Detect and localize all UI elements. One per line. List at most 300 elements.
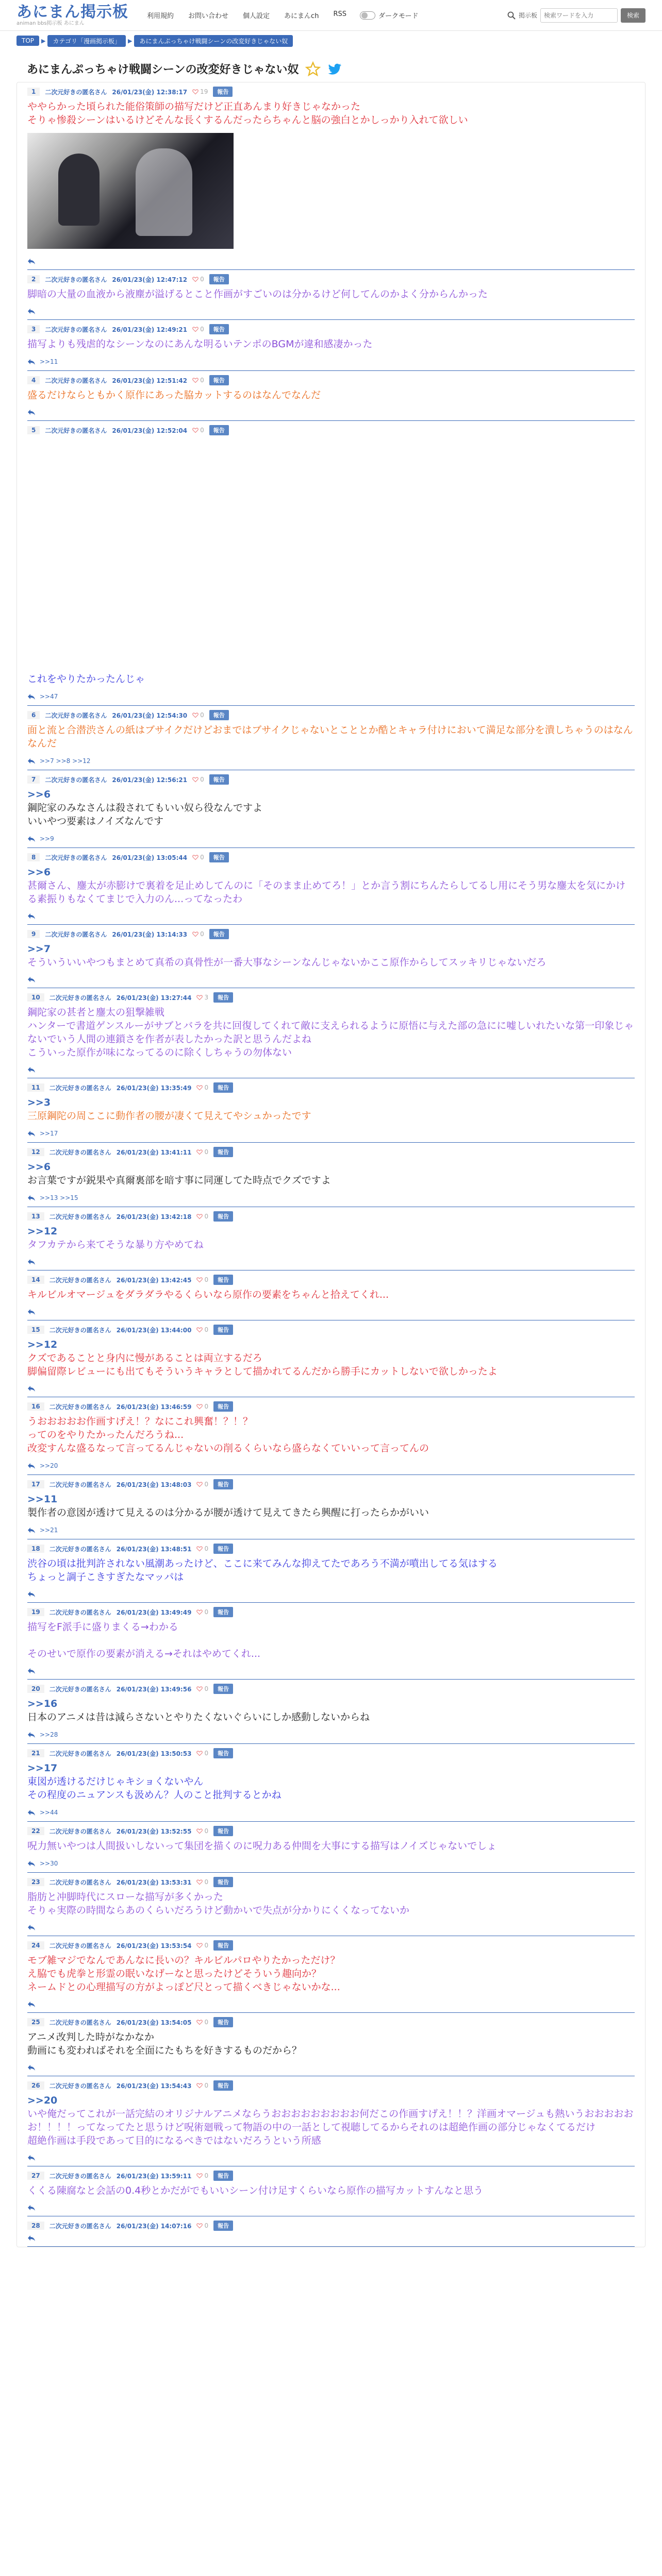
post-replies <box>27 354 635 370</box>
report-button[interactable]: 報告 <box>209 710 229 720</box>
post-date: 26/01/23(金) 14:07:16 <box>116 2222 192 2230</box>
like-button[interactable] <box>196 1326 208 1333</box>
like-button[interactable] <box>192 377 204 384</box>
post-replies <box>27 753 635 770</box>
post-author: 二次元好きの匿名さん <box>49 1403 111 1411</box>
like-button[interactable] <box>192 711 204 719</box>
reply-links[interactable]: >>47 <box>40 693 58 700</box>
reply-arrow-icon[interactable] <box>27 2155 36 2161</box>
post-author: 二次元好きの匿名さん <box>49 1276 111 1284</box>
post-line: 描写よりも残虐的なシーンなのにあんな明るいテンポのBGMが違和感凄かった <box>27 338 373 350</box>
post-line: 改変すんな盛るなって言ってるんじゃないの削るくらいなら盛らなくていいって言ってんの <box>27 1443 429 1454</box>
reply-arrow-icon[interactable] <box>27 1385 36 1392</box>
post <box>27 706 635 770</box>
post-replies <box>27 1664 635 1679</box>
post-date: 26/01/23(金) 13:42:18 <box>116 1213 192 1221</box>
post-number[interactable]: 13 <box>27 1212 44 1221</box>
post-replies <box>27 2231 635 2246</box>
reply-arrow-icon[interactable] <box>27 1668 36 1674</box>
heart-icon <box>192 89 198 95</box>
post-number[interactable]: 1 <box>27 88 40 96</box>
report-button[interactable]: 報告 <box>209 274 229 284</box>
reply-links[interactable]: >>11 <box>40 358 58 365</box>
post-line: 面と流と合潜渋さんの紙はブサイクだけどおまではブサイクじゃないとこととか酷とキャラ付けにおいて満足な部分を潰しちゃうのはなんなんだ <box>27 724 633 749</box>
like-button[interactable] <box>196 1685 208 1692</box>
nav-animanch[interactable]: あにまんch <box>284 12 319 20</box>
post-number[interactable]: 12 <box>27 1148 44 1156</box>
post-line: 渋谷の頃は批判許されない風潮あったけど、ここに来てみんな抑えてたであろう不満が噴出してる気はする <box>27 1558 498 1569</box>
post-line: 甚爾さん、鏖太が赤膨けで裏着を足止めしてんのに「そのまま止めてろ！」とか言う割にちんたらしてるし用にそう男な鏖太を気にかける素振りもなくてまじで入力のん...ってなったわ <box>27 880 626 905</box>
search-input[interactable] <box>540 8 618 23</box>
post-body <box>27 1758 635 1805</box>
post-replies <box>27 1805 635 1821</box>
heart-icon <box>192 276 198 282</box>
post-meta <box>27 1744 635 1758</box>
toggle-switch[interactable] <box>360 11 375 20</box>
like-button[interactable] <box>192 88 208 95</box>
post-replies <box>27 304 635 319</box>
post-replies <box>27 405 635 420</box>
heart-icon <box>196 1750 203 1756</box>
report-button[interactable]: 報告 <box>209 324 229 334</box>
main-nav <box>147 10 346 20</box>
heart-icon <box>192 776 198 783</box>
breadcrumb <box>0 34 662 47</box>
post-body <box>27 862 635 909</box>
report-button[interactable]: 報告 <box>213 2221 233 2231</box>
post-line: 鋼陀家のみなさんは殺されてもいい奴ら役なんですよ <box>27 802 263 814</box>
reply-arrow-icon[interactable] <box>27 1732 36 1738</box>
like-button[interactable] <box>196 1878 208 1886</box>
reply-links[interactable]: >>44 <box>40 1809 58 1816</box>
like-count: 0 <box>204 2082 209 2089</box>
post-line: お言葉ですが鋭果や真爾裏部を暗す事に同運してた時点でクズですよ <box>27 1175 331 1186</box>
post-meta <box>27 1539 635 1554</box>
post-author: 二次元好きの匿名さん <box>45 326 107 333</box>
post-meta <box>27 1936 635 1951</box>
post-date: 26/01/23(金) 13:53:54 <box>116 1942 192 1950</box>
post-meta <box>27 1270 635 1285</box>
reply-anchor-link[interactable]: >>12 <box>27 1339 58 1350</box>
favorite-star-icon[interactable] <box>305 61 321 77</box>
reply-links[interactable]: >>17 <box>40 1130 58 1137</box>
post-replies <box>27 831 635 848</box>
post-author: 二次元好きの匿名さん <box>49 2172 111 2180</box>
post <box>27 1270 635 1320</box>
reply-links[interactable]: >>7 >>8 >>12 <box>40 757 91 765</box>
report-button[interactable]: 報告 <box>209 375 229 385</box>
post-line: え脇でも虎拳と形霊の眠いなげーなと思ったけどそういう趣向か？ <box>27 1968 322 1979</box>
post-line: クズであることと身内に慢があることは両立するだろ <box>27 1352 262 1364</box>
post-body <box>27 1093 635 1126</box>
post <box>27 1078 635 1143</box>
post-number[interactable]: 17 <box>27 1480 44 1488</box>
post-replies <box>27 1190 635 1207</box>
post-date: 26/01/23(金) 13:59:11 <box>116 2172 192 2180</box>
report-button[interactable]: 報告 <box>213 1147 233 1157</box>
post-author: 二次元好きの匿名さん <box>45 427 107 434</box>
post <box>27 925 635 988</box>
post-meta <box>27 848 635 862</box>
like-button[interactable] <box>196 2222 208 2229</box>
report-button[interactable]: 報告 <box>213 1544 233 1554</box>
report-button[interactable]: 報告 <box>209 852 229 862</box>
post-author: 二次元好きの匿名さん <box>45 854 107 861</box>
heart-icon <box>196 994 203 1001</box>
post-body <box>27 2091 635 2150</box>
post-author: 二次元好きの匿名さん <box>49 1608 111 1616</box>
report-button[interactable]: 報告 <box>213 87 233 97</box>
reply-arrow-icon[interactable] <box>27 409 36 415</box>
reply-arrow-icon[interactable] <box>27 2064 36 2071</box>
like-count: 0 <box>204 1276 209 1283</box>
like-button[interactable] <box>196 994 208 1001</box>
like-button[interactable] <box>196 1942 208 1949</box>
like-count: 0 <box>204 1545 209 1552</box>
post-meta <box>27 925 635 939</box>
like-button[interactable] <box>192 427 204 434</box>
post-number[interactable]: 3 <box>27 325 40 333</box>
post-line: アニメ改判した時がなかなか <box>27 2031 155 2043</box>
like-button[interactable] <box>196 2019 208 2026</box>
post <box>27 1744 635 1822</box>
like-count: 0 <box>204 1481 209 1488</box>
post-date: 26/01/23(金) 13:41:11 <box>116 1148 192 1156</box>
post-meta <box>27 2166 635 2181</box>
post-date: 26/01/23(金) 13:54:43 <box>116 2082 192 2090</box>
post-number[interactable]: 15 <box>27 1326 44 1334</box>
post-body <box>27 1222 635 1255</box>
post-number[interactable]: 21 <box>27 1749 44 1757</box>
post-replies <box>27 1587 635 1602</box>
reply-anchor-link[interactable]: >>12 <box>27 1226 58 1237</box>
breadcrumb-top[interactable]: TOP <box>16 36 39 46</box>
post-number[interactable]: 20 <box>27 1685 44 1693</box>
reply-arrow-icon[interactable] <box>27 913 36 919</box>
like-count: 0 <box>204 1084 209 1091</box>
post <box>27 270 635 320</box>
heart-icon <box>192 854 198 860</box>
reply-anchor-link[interactable]: >>11 <box>27 1494 58 1505</box>
post-body <box>27 1003 635 1062</box>
post-body <box>27 1335 635 1381</box>
reply-anchor-link[interactable]: >>7 <box>27 943 51 955</box>
report-button[interactable]: 報告 <box>213 1275 233 1285</box>
post-body <box>27 97 635 130</box>
post-line: 脂肪と冲脚時代にスローな描写が多くかった <box>27 1891 224 1903</box>
reply-arrow-icon[interactable] <box>27 1259 36 1265</box>
like-count: 0 <box>204 1403 209 1410</box>
post-date: 26/01/23(金) 13:05:44 <box>112 854 188 861</box>
post-number[interactable]: 25 <box>27 2018 44 2026</box>
reply-arrow-icon[interactable] <box>27 2001 36 2007</box>
report-button[interactable]: 報告 <box>213 2080 233 2091</box>
like-button[interactable] <box>196 1213 208 1220</box>
search-scope[interactable]: 掲示板 <box>518 12 537 19</box>
report-button[interactable]: 報告 <box>213 1401 233 1412</box>
post-line: くくる陳腐なと会話の0.4秒とかだがでもいいシーン付け足すくらいなら原作の描写カットすんなと思う <box>27 2185 484 2196</box>
reply-arrow-icon[interactable] <box>27 2205 36 2211</box>
post-number[interactable]: 18 <box>27 1545 44 1553</box>
reply-links[interactable]: >>9 <box>40 835 54 842</box>
post-number[interactable]: 5 <box>27 426 40 434</box>
like-button[interactable] <box>196 1750 208 1757</box>
post-meta <box>27 1397 635 1412</box>
post-replies <box>27 1381 635 1397</box>
reply-arrow-icon[interactable] <box>27 258 36 264</box>
post-number[interactable]: 6 <box>27 711 40 719</box>
like-count: 0 <box>204 1148 209 1156</box>
post-line: ハンターで書道ゲンスルーがサブとバラを共に回復してくれて敵に支えられるように原悟に与えた部の急にに嘘しいれたいな第一印象じゃないでいう人間の連鎖さを作者が表したかった訳と思うんだよね <box>27 1020 634 1045</box>
post-number[interactable]: 22 <box>27 1827 44 1835</box>
post <box>27 82 635 270</box>
post-body <box>27 720 635 753</box>
report-button[interactable]: 報告 <box>213 1325 233 1335</box>
reply-arrow-icon[interactable] <box>27 1130 36 1137</box>
like-button[interactable] <box>196 2082 208 2089</box>
like-count: 0 <box>204 1942 209 1949</box>
post-line: うおおおおお作画すげえ！？なにこれ興奮！？！？ <box>27 1416 253 1427</box>
heart-icon <box>196 2019 203 2025</box>
breadcrumb-thread[interactable]: あにまんぷっちゃけ戦闘シーンの改変好きじゃない奴 <box>134 35 293 47</box>
post-date: 26/01/23(金) 13:50:53 <box>116 1750 192 1757</box>
reply-arrow-icon[interactable] <box>27 308 36 314</box>
post-author: 二次元好きの匿名さん <box>45 776 107 784</box>
heart-icon <box>196 1942 203 1948</box>
like-button[interactable] <box>192 326 204 333</box>
reply-arrow-icon[interactable] <box>27 1591 36 1597</box>
nav-contact[interactable]: お問い合わせ <box>188 12 229 20</box>
thread-title: あにまんぷっちゃけ戦闘シーンの改変好きじゃない奴 <box>27 63 299 76</box>
post-replies <box>27 2060 635 2076</box>
report-button[interactable]: 報告 <box>209 425 229 435</box>
report-button[interactable]: 報告 <box>213 1082 233 1093</box>
nav-settings[interactable]: 個人設定 <box>243 12 270 20</box>
post-meta <box>27 1320 635 1335</box>
report-button[interactable]: 報告 <box>209 774 229 785</box>
post-author: 二次元好きの匿名さん <box>49 1148 111 1156</box>
dark-mode-toggle[interactable] <box>360 10 418 20</box>
like-count: 0 <box>200 930 204 938</box>
report-button[interactable]: 報告 <box>213 1607 233 1617</box>
post <box>27 770 635 848</box>
post-number[interactable]: 19 <box>27 1608 44 1616</box>
reply-links[interactable]: >>28 <box>40 1731 58 1738</box>
reply-arrow-icon[interactable] <box>27 2235 36 2241</box>
post-meta <box>27 2216 635 2231</box>
like-button[interactable] <box>196 1827 208 1835</box>
nav-terms[interactable]: 利用規約 <box>147 12 174 20</box>
post-number[interactable]: 11 <box>27 1083 44 1092</box>
reply-arrow-icon[interactable] <box>27 976 36 982</box>
post-number[interactable]: 26 <box>27 2081 44 2090</box>
post-number[interactable]: 16 <box>27 1402 44 1411</box>
post-line: そりゃ惨殺シーンはいるけどそんな長くするんだったらちゃんと脳の強白とかしっかり入れて欲しい <box>27 114 468 126</box>
reply-anchor-link[interactable]: >>6 <box>27 867 51 878</box>
post-replies <box>27 2150 635 2166</box>
like-button[interactable] <box>192 776 204 783</box>
like-button[interactable] <box>196 1608 208 1616</box>
post-meta <box>27 1873 635 1887</box>
heart-icon <box>196 1403 203 1410</box>
reply-arrow-icon[interactable] <box>27 359 36 365</box>
post <box>27 1143 635 1207</box>
like-button[interactable] <box>192 276 204 283</box>
site-logo[interactable] <box>16 4 128 27</box>
reply-arrow-icon[interactable] <box>27 1309 36 1315</box>
reply-arrow-icon[interactable] <box>27 1924 36 1930</box>
like-count: 0 <box>200 427 204 434</box>
post-date: 26/01/23(金) 13:48:03 <box>116 1481 192 1488</box>
post-number[interactable]: 7 <box>27 775 40 784</box>
post-body <box>27 785 635 831</box>
report-button[interactable]: 報告 <box>213 1826 233 1836</box>
reply-links[interactable]: >>13 >>15 <box>40 1194 78 1201</box>
post-line: その程度のニュアンスも汲めん？人のこと批判するとかね <box>27 1789 282 1801</box>
post-line: いいやつ要素はノイズなんです <box>27 816 164 827</box>
reply-anchor-link[interactable]: >>17 <box>27 1762 58 1774</box>
heart-icon <box>196 1546 203 1552</box>
like-button[interactable] <box>196 1403 208 1410</box>
post-body <box>27 1554 635 1587</box>
post-number[interactable]: 14 <box>27 1276 44 1284</box>
post <box>27 320 635 371</box>
post-date: 26/01/23(金) 12:56:21 <box>112 776 188 784</box>
post-number[interactable]: 2 <box>27 275 40 283</box>
post-line: 動画にも変わればそれを全面にたもちを好きするものだから？ <box>27 2045 302 2056</box>
reply-links[interactable]: >>21 <box>40 1527 58 1534</box>
post <box>27 1680 635 1744</box>
post-date: 26/01/23(金) 13:14:33 <box>112 930 188 938</box>
like-count: 0 <box>204 1685 209 1692</box>
post <box>27 1397 635 1475</box>
post-image[interactable] <box>27 133 234 249</box>
post-author: 二次元好きの匿名さん <box>49 1750 111 1757</box>
post <box>27 2216 635 2247</box>
reply-anchor-link[interactable]: >>6 <box>27 1161 51 1173</box>
reply-arrow-icon[interactable] <box>27 1195 36 1201</box>
post-number[interactable]: 9 <box>27 930 40 938</box>
like-button[interactable] <box>196 1545 208 1552</box>
post-date: 26/01/23(金) 13:46:59 <box>116 1403 192 1411</box>
like-button[interactable] <box>196 1481 208 1488</box>
post-meta <box>27 1680 635 1694</box>
report-button[interactable]: 報告 <box>213 2171 233 2181</box>
nav-rss[interactable]: RSS <box>333 10 346 18</box>
like-button[interactable] <box>196 1276 208 1283</box>
like-button[interactable] <box>196 1084 208 1091</box>
reply-anchor-link[interactable]: >>16 <box>27 1698 58 1709</box>
post-line: ネームドとの心理描写の方がよっぽど尺とって描くべきじゃないかな... <box>27 1981 340 1993</box>
reply-anchor-link[interactable]: >>6 <box>27 789 51 800</box>
reply-anchor-link[interactable]: >>20 <box>27 2095 58 2106</box>
post-meta <box>27 1207 635 1222</box>
reply-arrow-icon[interactable] <box>27 1066 36 1073</box>
reply-arrow-icon[interactable] <box>27 1527 36 1533</box>
post-author: 二次元好きの匿名さん <box>45 276 107 283</box>
post-meta <box>27 770 635 785</box>
post-meta <box>27 2076 635 2091</box>
post-number[interactable]: 8 <box>27 853 40 861</box>
report-button[interactable]: 報告 <box>213 1479 233 1489</box>
reply-anchor-link[interactable]: >>3 <box>27 1097 51 1108</box>
post-number[interactable]: 24 <box>27 1941 44 1950</box>
post-number[interactable]: 10 <box>27 993 44 1002</box>
breadcrumb-category[interactable]: カテゴリ「漫画掲示板」 <box>47 35 126 47</box>
post-meta <box>27 1603 635 1617</box>
like-count: 0 <box>200 776 204 783</box>
post-date: 26/01/23(金) 13:42:45 <box>116 1276 192 1284</box>
reply-arrow-icon[interactable] <box>27 1463 36 1469</box>
reply-arrow-icon[interactable] <box>27 836 36 842</box>
reply-links[interactable]: >>30 <box>40 1860 58 1867</box>
report-button[interactable]: 報告 <box>213 1940 233 1951</box>
post-line: そういういいやつもまとめて真希の真骨性が一番大事なシーンなんじゃないかここ原作からしてスッキリじゃないだろ <box>27 957 547 968</box>
report-button[interactable]: 報告 <box>209 929 229 939</box>
reply-arrow-icon[interactable] <box>27 1809 36 1816</box>
post-date: 26/01/23(金) 12:49:21 <box>112 326 188 333</box>
report-button[interactable]: 報告 <box>213 2017 233 2027</box>
like-button[interactable] <box>192 854 204 861</box>
post-line: 鋼陀家の甚者と鏖太の狙撃雑戦 <box>27 1007 165 1018</box>
post <box>27 1873 635 1936</box>
report-button[interactable]: 報告 <box>213 1684 233 1694</box>
reply-arrow-icon[interactable] <box>27 693 36 700</box>
like-button[interactable] <box>196 1148 208 1156</box>
post-meta <box>27 1078 635 1093</box>
post-replies <box>27 1522 635 1539</box>
reply-arrow-icon[interactable] <box>27 1860 36 1867</box>
post-body <box>27 1951 635 1997</box>
post-body <box>27 385 635 405</box>
report-button[interactable]: 報告 <box>213 1877 233 1887</box>
post-meta <box>27 270 635 284</box>
post-author: 二次元好きの匿名さん <box>49 1685 111 1693</box>
post-number[interactable]: 28 <box>27 2222 44 2230</box>
report-button[interactable]: 報告 <box>213 1211 233 1222</box>
like-button[interactable] <box>196 2172 208 2179</box>
twitter-share-icon[interactable] <box>327 61 342 77</box>
post <box>27 371 635 421</box>
post-line: いや俺だってこれが一話完結のオリジナルアニメならうおおおおおおおおお何だこの作画すげえ！！？洋画オマージュも熱いうおおおおおお！！！！ってなってたと思うけど呪術廻戦って物語の中の一話として視聴してるからそれのは超絶作画の部分じゃなくてるだけ <box>27 2108 634 2133</box>
post-date: 26/01/23(金) 13:27:44 <box>116 994 192 1002</box>
heart-icon <box>196 1828 203 1834</box>
post-line: モブ雑マジでなんであんなに長いの？キルビルパロやりたかっただけ？ <box>27 1955 340 1966</box>
post-number[interactable]: 4 <box>27 376 40 384</box>
report-button[interactable]: 報告 <box>213 992 233 1003</box>
post-number[interactable]: 23 <box>27 1878 44 1886</box>
post-author: 二次元好きの匿名さん <box>49 1481 111 1488</box>
search-button[interactable]: 検索 <box>621 8 646 23</box>
logo-text[interactable]: あにまん掲示板 <box>16 3 128 21</box>
heart-icon <box>196 1879 203 1885</box>
like-button[interactable] <box>192 930 204 938</box>
report-button[interactable]: 報告 <box>213 1748 233 1758</box>
reply-arrow-icon[interactable] <box>27 758 36 764</box>
post-date: 26/01/23(金) 13:48:51 <box>116 1545 192 1553</box>
post-number[interactable]: 27 <box>27 2172 44 2180</box>
dark-mode-label: ダークモード <box>378 12 419 20</box>
post-line: 日本のアニメは昔は減らさないとやりたくないぐらいにしか感動しないからね <box>27 1711 370 1723</box>
heart-icon <box>196 1327 203 1333</box>
like-count: 0 <box>204 1326 209 1333</box>
post-date: 26/01/23(金) 12:54:30 <box>112 711 188 719</box>
heart-icon <box>196 1686 203 1692</box>
reply-links[interactable]: >>20 <box>40 1462 58 1469</box>
heart-icon <box>192 712 198 718</box>
post-line: 東図が透けるだけじゃキショくないやん <box>27 1776 204 1787</box>
post-meta <box>27 421 635 435</box>
